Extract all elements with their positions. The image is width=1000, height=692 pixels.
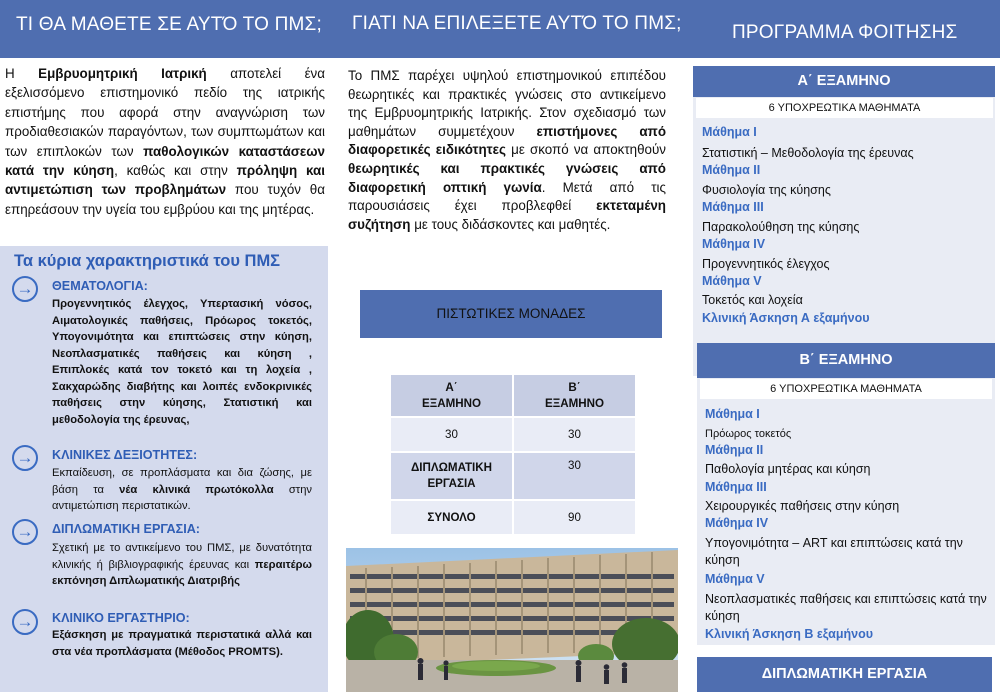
course-title: Τοκετός και λοχεία: [702, 293, 803, 307]
credits-title: ΠΙΣΤΩΤΙΚΕΣ ΜΟΝΑΔΕΣ: [360, 290, 662, 338]
arrow-right-icon: →: [12, 276, 38, 302]
table-row: [391, 418, 635, 451]
col1-title: ΤΙ ΘΑ ΜΑΘΕΤΕ ΣΕ ΑΥΤΌ ΤΟ ΠΜΣ;: [16, 14, 322, 35]
course-heading: Μάθημα ΙΙΙ: [702, 200, 764, 214]
intro-text: που τυχόν θα επηρεάσουν την υγεία του εμβρύου και της μητέρας.: [5, 182, 325, 217]
table-header-cell: Β΄ ΕΞΑΜΗΝΟ: [514, 375, 635, 416]
intro-bold: παθολογικών καταστάσεων κατά την κύηση: [5, 143, 325, 179]
col3-title: ΠΡΟΓΡΑΜΜΑ ΦΟΙΤΗΣΗΣ: [732, 22, 958, 43]
campus-photo: [346, 548, 678, 692]
semester-a-subtitle: 6 ΥΠΟΧΡΕΩΤΙΚΑ ΜΑΘΗΜΑΤΑ: [696, 98, 993, 118]
course-title: Χειρουργικές παθήσεις στην κύηση: [705, 499, 900, 513]
feature-text: στην αντιμετώπιση περιστατικών.: [52, 483, 313, 512]
intro-bold: πρόληψη και αντιμετώπιση των προβλημάτων: [5, 163, 325, 198]
why-text: Το ΠΜΣ παρέχει υψηλού επιστημονικού επιπέδου θεωρητικές και πρακτικές γνώσεις στο αντικείμενο της Εμβρυομητρικής Ιατρικής. Στον σχεδιασμό των μαθημάτων συμμετέχουν: [348, 68, 666, 139]
feature-text: Εκπαίδευση, σε προπλάσματα και δια ζώσης, με βάση τα: [52, 467, 312, 496]
table-cell: ΔΙΠΛΩΜΑΤΙΚΗ ΕΡΓΑΣΙΑ: [391, 453, 512, 499]
intro-paragraph: [5, 64, 325, 219]
table-cell: 90: [514, 501, 635, 534]
campus-building-image: [346, 548, 678, 692]
intro-text: αποτελεί ένα εξελισσόμενο επιστημονικό πεδίο της ιατρικής επιστήμης που αφορά στην αναγνώριση των προδιαθεσιακών παραγόντων, των συμπτωμάτων και των επιπλοκών των: [5, 66, 325, 159]
course-heading: Μάθημα Ι: [705, 407, 760, 421]
col2-title: ΓΙΑΤΙ ΝΑ ΕΠΙΛΕΞΕΤΕ ΑΥΤΌ ΤΟ ΠΜΣ;: [352, 13, 682, 34]
feature-heading-thesis: ΔΙΠΛΩΜΑΤΙΚΗ ΕΡΓΑΣΙΑ:: [52, 522, 200, 536]
why-bold: θεωρητικές και πρακτικές γνώσεις από διαφορετική οπτική γωνία: [348, 160, 666, 195]
feature-body-skills: [52, 465, 312, 515]
why-text: . Μετά από τις παρουσιάσεις έχει προβλεφθεί: [348, 179, 666, 214]
table-cell: 30: [514, 453, 635, 499]
clinical-practice-a: Κλινική Άσκηση Α εξαμήνου: [702, 311, 870, 325]
clinical-practice-b: Κλινική Άσκηση Β εξαμήνου: [705, 627, 874, 641]
why-text: με σκοπό να αποκτηθούν: [505, 142, 666, 158]
feature-body-thesis: [52, 540, 312, 590]
why-bold: επιστήμονες από διαφορετικές ειδικότητες: [348, 123, 666, 158]
course-title: Νεοπλασματικές παθήσεις και επιπτώσεις κατά την κύηση: [705, 592, 987, 623]
course-title: Παθολογία μητέρας και κύηση: [705, 462, 871, 476]
course-title: Προγεννητικός έλεγχος: [702, 257, 830, 271]
table-row: [391, 501, 635, 534]
why-paragraph: [348, 67, 666, 234]
course-heading: Μάθημα ΙΙ: [705, 443, 764, 457]
table-cell: 30: [514, 418, 635, 451]
feature-text: Σχετική με το αντικείμενο του ΠΜΣ, με δυνατότητα κλινικής ή βιβλιογραφικής έρευνας και: [52, 542, 312, 571]
feature-bold: περαιτέρω εκπόνηση Διπλωματικής Διατριβής: [52, 558, 312, 587]
course-heading: Μάθημα V: [705, 572, 765, 586]
course-title: Υπογονιμότητα – ART και επιπτώσεις κατά την κύηση: [705, 536, 963, 567]
table-cell: 30: [391, 418, 512, 451]
intro-text: , καθώς και στην: [114, 163, 237, 179]
semester-a-title: Α΄ ΕΞΑΜΗΝΟ: [693, 66, 995, 97]
thesis-banner: ΔΙΠΛΩΜΑΤΙΚΗ ΕΡΓΑΣΙΑ: [697, 657, 992, 692]
course-heading: Μάθημα ΙΙ: [702, 163, 761, 177]
course-heading: Μάθημα Ι: [702, 125, 757, 139]
semester-b-subtitle: 6 ΥΠΟΧΡΕΩΤΙΚΑ ΜΑΘΗΜΑΤΑ: [700, 379, 992, 399]
course-heading: Μάθημα ΙV: [705, 516, 769, 530]
feature-heading-skills: ΚΛΙΝΙΚΕΣ ΔΕΞΙΟΤΗΤΕΣ:: [52, 448, 198, 462]
course-heading: Μάθημα V: [702, 274, 762, 288]
credits-table: [389, 373, 637, 536]
arrow-right-icon: →: [12, 609, 38, 635]
features-title: Τα κύρια χαρακτηριστικά του ΠΜΣ: [14, 252, 281, 270]
semester-b-title: Β΄ ΕΞΑΜΗΝΟ: [697, 343, 995, 378]
table-row: [391, 453, 635, 499]
feature-body-lab: Εξάσκηση με πραγματικά περιστατικά αλλά και στα νέα προπλάσματα (Μέθοδος PROMTS).: [52, 629, 312, 658]
why-bold: εκτεταμένη συζήτηση: [348, 198, 666, 232]
feature-body-topics: Προγεννητικός έλεγχος, Υπερτασική νόσος, Αιματολογικές παθήσεις, Πρόωρος τοκετός, Υπογονιμότητα και επιπτώσεις στην κύηση, Νεοπλασματικές παθήσεις και κύηση , Επιπλοκές κατά τον τοκετό και τη λοχεία , Σακχαρώδης διαβήτης και λοιπές ενδοκρινικές παθήσεις στην κύησης, Στατιστική και μεθοδολογία της έρευνας,: [52, 298, 312, 426]
arrow-right-icon: →: [12, 445, 38, 471]
table-header-row: [391, 375, 635, 416]
course-title: Πρόωρος τοκετός: [705, 428, 792, 440]
course-title: Στατιστική – Μεθοδολογία της έρευνας: [702, 146, 914, 160]
course-title: Παρακολούθηση της κύησης: [702, 220, 860, 234]
feature-bold: νέα κλινικά πρωτόκολλα: [119, 483, 274, 496]
course-title: Φυσιολογία της κύησης: [702, 183, 831, 197]
why-text: με τους διδάσκοντες και μαθητές.: [410, 216, 611, 232]
table-cell: ΣΥΝΟΛΟ: [391, 501, 512, 534]
feature-heading-lab: ΚΛΙΝΙΚΟ ΕΡΓΑΣΤΗΡΙΟ:: [52, 611, 190, 625]
course-heading: Μάθημα ΙΙΙ: [705, 480, 767, 494]
course-heading: Μάθημα ΙV: [702, 237, 766, 251]
feature-heading-topics: ΘΕΜΑΤΟΛΟΓΙΑ:: [52, 279, 148, 293]
intro-bold: Εμβρυομητρική Ιατρική: [38, 66, 207, 81]
intro-text: Η: [5, 66, 39, 81]
arrow-right-icon: →: [12, 519, 38, 545]
table-header-cell: Α΄ ΕΞΑΜΗΝΟ: [391, 375, 512, 416]
